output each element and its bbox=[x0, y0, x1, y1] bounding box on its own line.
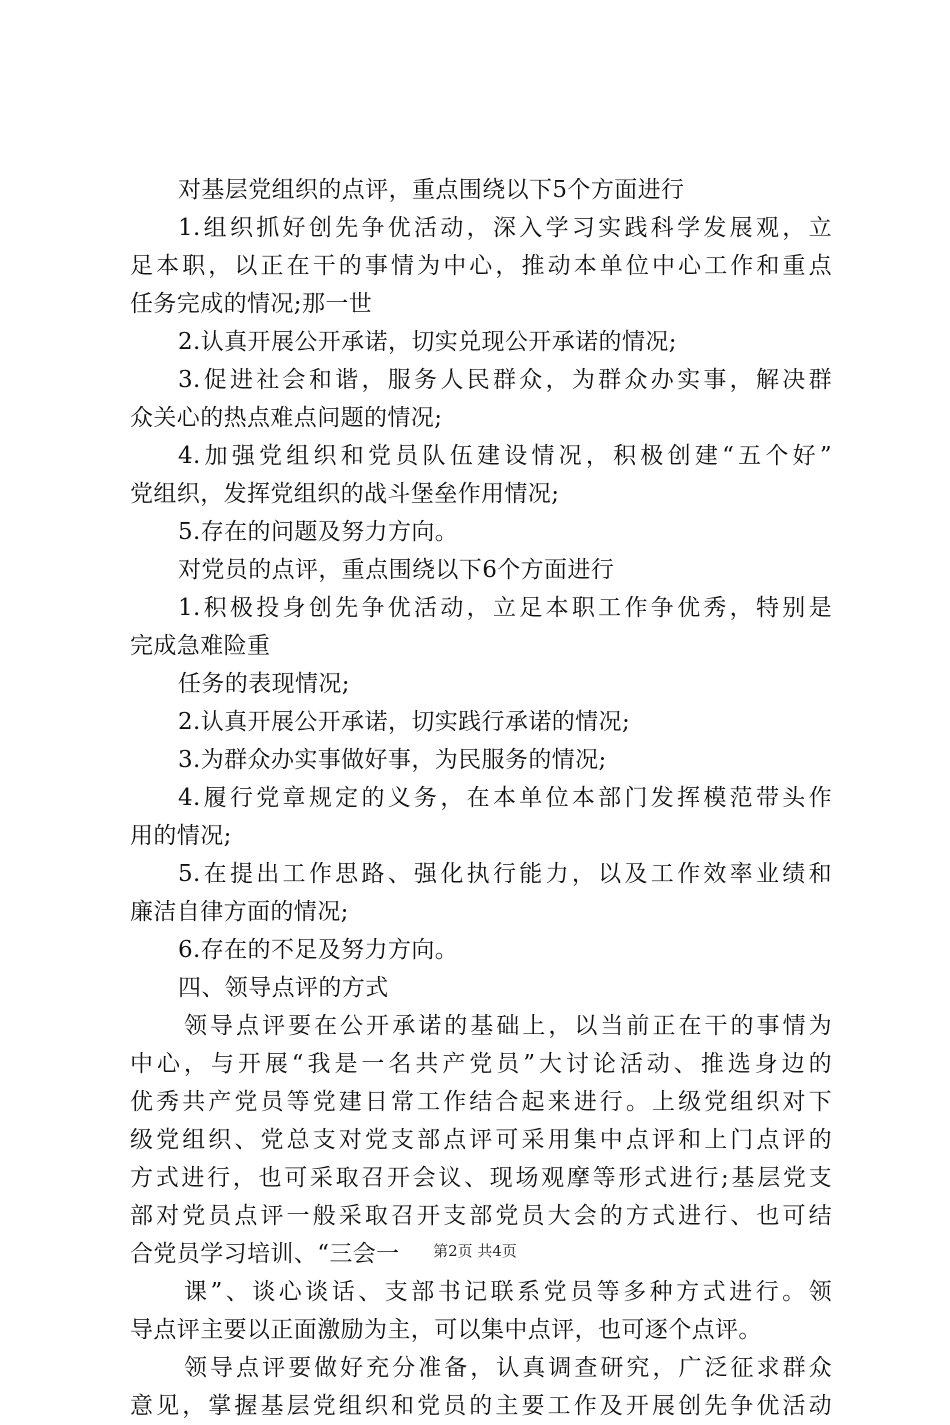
paragraph-line: 领导点评要做好充分准备，认真调查研究，广泛征求群众 bbox=[184, 1355, 832, 1381]
paragraph-line: 合党员学习培训、“三会一 bbox=[130, 1241, 400, 1267]
paragraph-line: 中心，与开展“我是一名共产党员”大讨论活动、推选身边的 bbox=[130, 1051, 832, 1077]
paragraph-line: 导点评主要以正面激励为主，可以集中点评，也可逐个点评。 bbox=[130, 1317, 762, 1343]
paragraph-line: 党组织，发挥党组织的战斗堡垒作用情况; bbox=[130, 481, 560, 507]
paragraph-line: 部对党员点评一般采取召开支部党员大会的方式进行、也可结 bbox=[130, 1203, 832, 1229]
paragraph-line: 3.为群众办实事做好事，为民服务的情况; bbox=[178, 747, 607, 773]
page-number: 第2页 共4页 bbox=[433, 1242, 517, 1260]
paragraph-line: 众关心的热点难点问题的情况; bbox=[130, 405, 443, 431]
paragraph-line: 1.组织抓好创先争优活动，深入学习实践科学发展观，立 bbox=[178, 215, 832, 241]
paragraph-line: 6.存在的不足及努力方向。 bbox=[178, 937, 459, 963]
paragraph-line: 2.认真开展公开承诺，切实践行承诺的情况; bbox=[178, 709, 631, 735]
paragraph-line: 级党组织、党总支对党支部点评可采用集中点评和上门点评的 bbox=[130, 1127, 832, 1153]
paragraph-line: 任务的表现情况; bbox=[178, 671, 350, 697]
paragraph-line: 4.加强党组织和党员队伍建设情况，积极创建“五个好” bbox=[178, 443, 832, 469]
paragraph-line: 5.存在的问题及努力方向。 bbox=[178, 519, 459, 545]
paragraph-line: 廉洁自律方面的情况; bbox=[130, 899, 349, 925]
page-footer bbox=[0, 1240, 950, 1261]
paragraph-line: 任务完成的情况;那一世 bbox=[130, 291, 373, 317]
paragraph-line: 足本职，以正在干的事情为中心，推动本单位中心工作和重点 bbox=[130, 253, 832, 279]
paragraph-line: 4.履行党章规定的义务，在本单位本部门发挥模范带头作 bbox=[178, 785, 832, 811]
paragraph-line: 领导点评要在公开承诺的基础上，以当前正在干的事情为 bbox=[184, 1013, 832, 1039]
paragraph-line: 对基层党组织的点评，重点围绕以下5个方面进行 bbox=[178, 177, 685, 203]
paragraph-line: 方式进行，也可采取召开会议、现场观摩等形式进行;基层党支 bbox=[130, 1165, 832, 1191]
paragraph-line: 意见，掌握基层党组织和党员的主要工作及开展创先争优活动 bbox=[130, 1393, 832, 1419]
paragraph-line: 3.促进社会和谐，服务人民群众，为群众办实事，解决群 bbox=[178, 367, 832, 393]
document-body bbox=[130, 171, 832, 1425]
paragraph-line: 2.认真开展公开承诺，切实兑现公开承诺的情况; bbox=[178, 329, 677, 355]
paragraph-line: 对党员的点评，重点围绕以下6个方面进行 bbox=[178, 557, 615, 583]
section-heading: 四、领导点评的方式 bbox=[178, 975, 389, 1001]
paragraph-line: 1.积极投身创先争优活动，立足本职工作争优秀，特别是 bbox=[178, 595, 832, 621]
paragraph-line: 完成急难险重 bbox=[130, 633, 271, 659]
paragraph-line: 用的情况; bbox=[130, 823, 232, 849]
paragraph-line: 课”、谈心谈话、支部书记联系党员等多种方式进行。领 bbox=[184, 1279, 832, 1305]
paragraph-line: 5.在提出工作思路、强化执行能力，以及工作效率业绩和 bbox=[178, 861, 832, 887]
paragraph-line: 优秀共产党员等党建日常工作结合起来进行。上级党组织对下 bbox=[130, 1089, 832, 1115]
